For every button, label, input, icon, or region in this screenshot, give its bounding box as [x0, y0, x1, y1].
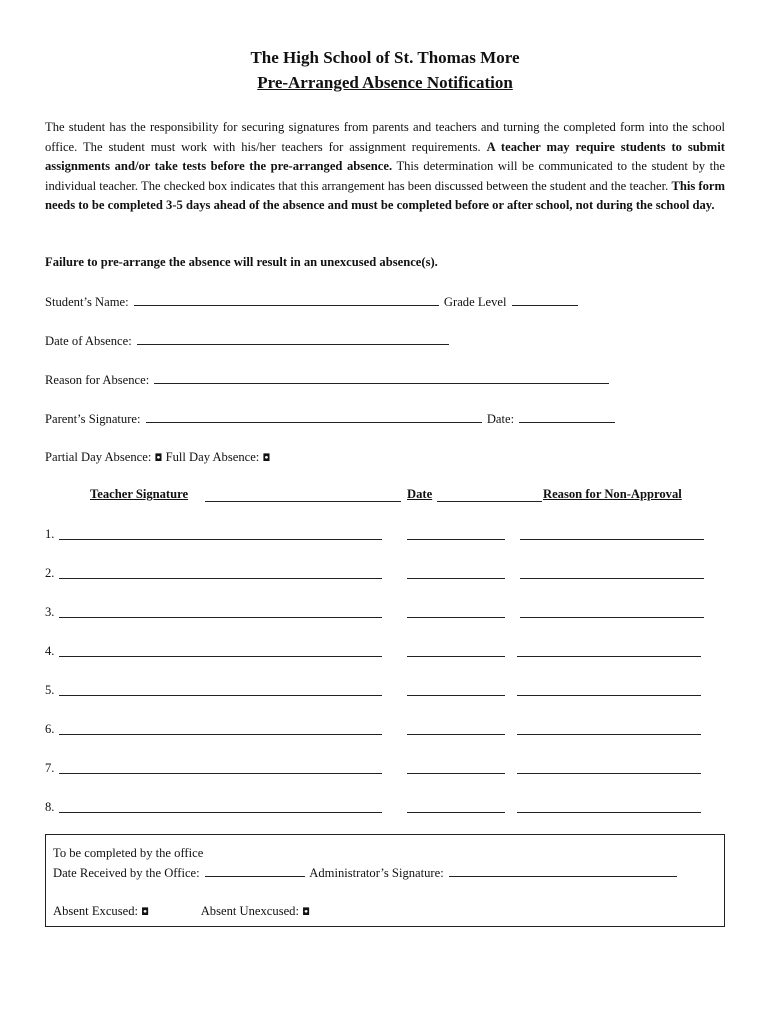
date-header-underline: [437, 501, 542, 502]
teacher-signature-header: Teacher Signature: [90, 487, 189, 501]
teacher-signature-field[interactable]: [59, 695, 382, 696]
form-title: Pre-Arranged Absence Notification: [257, 73, 513, 92]
teacher-date-field[interactable]: [407, 617, 505, 618]
instructions-paragraph: [45, 118, 725, 216]
instructions-bold-2: This form needs to be completed 3-5 days ahead of the absence and must be completed before or after school, not during the school day.: [45, 178, 725, 212]
absent-excused-checkbox[interactable]: ◘: [141, 907, 150, 918]
unexcused-warning: Failure to pre-arrange the absence will result in an unexcused absence(s).: [45, 255, 438, 269]
office-absence-row: [53, 904, 310, 919]
row-number: 3.: [45, 605, 55, 619]
partial-day-label: Partial Day Absence:: [45, 450, 152, 464]
reason-field[interactable]: [517, 734, 701, 735]
absence-type-row: [45, 450, 270, 465]
date-of-absence-row: [45, 333, 451, 349]
teacher-header-underline: [205, 501, 401, 502]
date-of-absence-label: Date of Absence:: [45, 334, 132, 348]
partial-day-checkbox[interactable]: ◘: [154, 453, 163, 464]
full-day-label: Full Day Absence:: [165, 450, 260, 464]
teacher-date-field[interactable]: [407, 539, 505, 540]
teacher-signature-field[interactable]: [59, 578, 382, 579]
reason-field[interactable]: [520, 578, 704, 579]
reason-field[interactable]: [517, 773, 701, 774]
teacher-signature-field[interactable]: [59, 812, 382, 813]
instructions-bold-1: A teacher may require students to submit assignments and/or take tests before the pre-arranged absence.: [45, 139, 725, 173]
grade-level-label: Grade Level: [443, 295, 507, 309]
teacher-date-field[interactable]: [407, 578, 505, 579]
office-date-row: [53, 865, 679, 881]
reason-field[interactable]: [520, 617, 704, 618]
parent-signature-field[interactable]: [146, 411, 482, 423]
reason-field[interactable]: [517, 812, 701, 813]
date-of-absence-field[interactable]: [137, 333, 449, 345]
row-number: 8.: [45, 800, 55, 814]
parent-signature-label: Parent’s Signature:: [45, 412, 141, 426]
absent-unexcused-label: Absent Unexcused:: [200, 904, 299, 918]
date-received-label: Date Received by the Office:: [53, 866, 200, 880]
reason-field[interactable]: [517, 695, 701, 696]
admin-signature-field[interactable]: [449, 865, 677, 877]
date-header: Date: [407, 487, 433, 501]
office-heading: To be completed by the office: [53, 846, 204, 860]
teacher-date-field[interactable]: [407, 734, 505, 735]
reason-label: Reason for Absence:: [45, 373, 150, 387]
row-number: 7.: [45, 761, 55, 775]
full-day-checkbox[interactable]: ◘: [262, 453, 271, 464]
absent-excused-label: Absent Excused:: [53, 904, 138, 918]
reason-header: Reason for Non-Approval: [543, 487, 682, 501]
school-name: The High School of St. Thomas More: [250, 48, 520, 67]
teacher-signature-field[interactable]: [59, 539, 382, 540]
teacher-signature-field[interactable]: [59, 656, 382, 657]
row-number: 2.: [45, 566, 55, 580]
row-number: 1.: [45, 527, 55, 541]
row-number: 5.: [45, 683, 55, 697]
parent-signature-row: [45, 411, 617, 427]
date-received-field[interactable]: [205, 865, 305, 877]
teacher-signature-field[interactable]: [59, 617, 382, 618]
absent-unexcused-checkbox[interactable]: ◘: [302, 907, 311, 918]
teacher-date-field[interactable]: [407, 812, 505, 813]
reason-field[interactable]: [520, 539, 704, 540]
teacher-date-field[interactable]: [407, 656, 505, 657]
parent-date-label: Date:: [486, 412, 515, 426]
reason-field[interactable]: [154, 372, 609, 384]
teacher-signature-field[interactable]: [59, 773, 382, 774]
instructions-text-2: This determination will be communicated to the student by the individual teacher. The checked box indicates that this arrangement has been discussed between the student and the teacher.: [45, 159, 725, 193]
student-name-label: Student’s Name:: [45, 295, 129, 309]
parent-date-field[interactable]: [519, 411, 615, 423]
reason-field[interactable]: [517, 656, 701, 657]
admin-signature-label: Administrator’s Signature:: [309, 866, 444, 880]
reason-row: [45, 372, 611, 388]
teacher-date-field[interactable]: [407, 773, 505, 774]
student-name-field[interactable]: [134, 294, 439, 306]
grade-level-field[interactable]: [512, 294, 578, 306]
teacher-signature-field[interactable]: [59, 734, 382, 735]
row-number: 4.: [45, 644, 55, 658]
office-use-box: [45, 834, 725, 927]
student-name-row: [45, 294, 580, 310]
instructions-text-1: The student has the responsibility for securing signatures from parents and teachers and turning the completed form into the school office. The student must work with his/her teachers for assignment requirements.: [45, 120, 725, 154]
row-number: 6.: [45, 722, 55, 736]
teacher-date-field[interactable]: [407, 695, 505, 696]
